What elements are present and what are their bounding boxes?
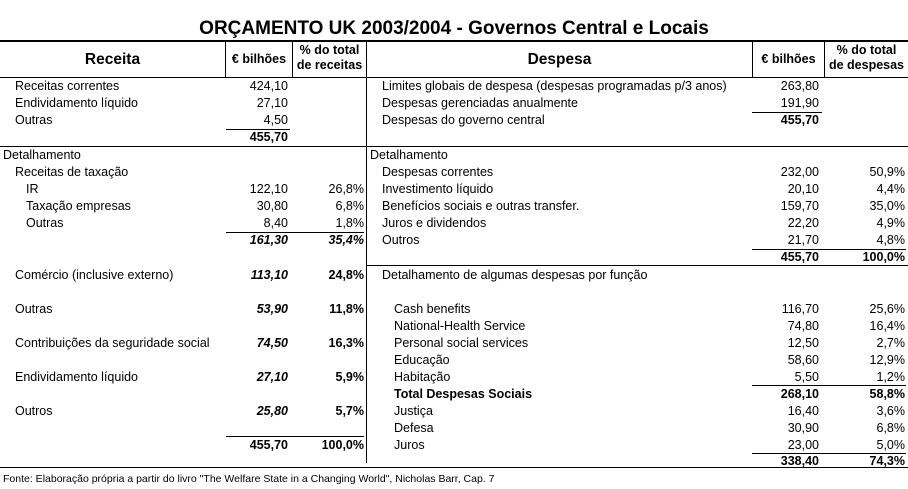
receita-other-pct: 5,7% bbox=[335, 404, 364, 418]
function-separator bbox=[366, 265, 908, 266]
despesa-item-pct: 4,4% bbox=[876, 182, 905, 196]
social-item-value: 58,60 bbox=[787, 353, 819, 367]
receita-other-label: Outros bbox=[15, 404, 53, 418]
function-other-label: Juros bbox=[394, 438, 425, 452]
despesa-item-value: 22,20 bbox=[787, 216, 819, 230]
receita-other-value: 25,80 bbox=[256, 404, 288, 418]
receita-detail-title: Detalhamento bbox=[3, 148, 81, 162]
despesa-detail-title: Detalhamento bbox=[370, 148, 448, 162]
function-other-pct: 6,8% bbox=[876, 421, 905, 435]
receita-other-value: 53,90 bbox=[256, 302, 288, 316]
despesa-item-label: Investimento líquido bbox=[382, 182, 494, 196]
receita-summary-value: 27,10 bbox=[256, 96, 288, 110]
despesa-summary-underline bbox=[752, 112, 822, 113]
social-item-pct: 12,9% bbox=[869, 353, 905, 367]
receita-summary-value: 4,50 bbox=[263, 113, 288, 127]
despesa-summary-value: 263,80 bbox=[780, 79, 819, 93]
taxation-item-pct: 26,8% bbox=[328, 182, 364, 196]
function-total-value: 338,40 bbox=[780, 454, 819, 468]
despesa-item-value: 20,10 bbox=[787, 182, 819, 196]
despesa-item-label: Despesas correntes bbox=[382, 165, 494, 179]
despesa-summary-label: Despesas gerenciadas anualmente bbox=[382, 96, 578, 110]
receita-other-label: Comércio (inclusive externo) bbox=[15, 268, 174, 282]
despesa-pct-header-line2: de despesas bbox=[828, 58, 905, 72]
social-item-label: Personal social services bbox=[394, 336, 529, 350]
taxation-item-value: 8,40 bbox=[263, 216, 288, 230]
receita-value-header: € bilhões bbox=[231, 52, 287, 66]
despesa-summary-label: Limites globais de despesa (despesas programadas p/3 anos) bbox=[382, 79, 727, 93]
function-other-value: 23,00 bbox=[787, 438, 819, 452]
despesa-items-total-value: 455,70 bbox=[780, 250, 819, 264]
receita-other-pct: 24,8% bbox=[328, 268, 364, 282]
social-total-label: Total Despesas Sociais bbox=[394, 387, 533, 401]
despesa-pct-header-line1: % do total bbox=[836, 43, 897, 57]
page-title: ORÇAMENTO UK 2003/2004 - Governos Central e Locais bbox=[199, 18, 709, 39]
despesa-summary-label: Despesas do governo central bbox=[382, 113, 545, 127]
receita-summary-total: 455,70 bbox=[249, 130, 288, 144]
taxation-item-pct: 1,8% bbox=[335, 216, 364, 230]
taxation-label: Receitas de taxação bbox=[15, 165, 129, 179]
function-other-label: Defesa bbox=[394, 421, 434, 435]
despesa-item-value: 21,70 bbox=[787, 233, 819, 247]
receita-other-label: Contribuições da seguridade social bbox=[15, 336, 210, 350]
social-item-pct: 2,7% bbox=[876, 336, 905, 350]
taxation-item-value: 30,80 bbox=[256, 199, 288, 213]
social-item-label: Educação bbox=[394, 353, 450, 367]
receita-other-value: 113,10 bbox=[250, 268, 288, 282]
despesa-summary-value: 191,90 bbox=[780, 96, 819, 110]
taxation-item-label: Outras bbox=[26, 216, 64, 230]
receita-other-pct: 11,8% bbox=[329, 302, 364, 316]
receita-other-label: Endividamento líquido bbox=[15, 370, 138, 384]
receita-pct-header-line2: de receitas bbox=[296, 58, 363, 72]
social-item-value: 12,50 bbox=[787, 336, 819, 350]
receita-other-value: 27,10 bbox=[256, 370, 288, 384]
taxation-item-label: IR bbox=[26, 182, 39, 196]
taxation-item-label: Taxação empresas bbox=[26, 199, 131, 213]
receita-pct-header-line1: % do total bbox=[299, 43, 360, 57]
receita-other-pct: 5,9% bbox=[335, 370, 364, 384]
despesa-items-total-pct: 100,0% bbox=[862, 250, 905, 264]
despesa-item-label: Outros bbox=[382, 233, 420, 247]
function-other-label: Justiça bbox=[394, 404, 433, 418]
receita-other-pct: 16,3% bbox=[328, 336, 364, 350]
receita-summary-label: Endividamento líquido bbox=[15, 96, 138, 110]
social-item-pct: 1,2% bbox=[876, 370, 905, 384]
despesa-item-label: Juros e dividendos bbox=[382, 216, 487, 230]
receita-grand-total-value: 455,70 bbox=[249, 438, 288, 452]
receita-header: Receita bbox=[84, 51, 141, 68]
despesa-item-pct: 4,9% bbox=[876, 216, 905, 230]
detail-separator bbox=[0, 146, 908, 147]
social-item-value: 116,70 bbox=[781, 302, 819, 316]
despesa-summary-value: 455,70 bbox=[780, 113, 819, 127]
despesa-value-header: € bilhões bbox=[761, 52, 816, 66]
social-item-label: Habitação bbox=[394, 370, 451, 384]
social-item-value: 5,50 bbox=[794, 370, 819, 384]
function-other-value: 16,40 bbox=[787, 404, 819, 418]
despesa-item-pct: 4,8% bbox=[876, 233, 905, 247]
function-title: Detalhamento de algumas despesas por função bbox=[382, 268, 648, 282]
social-item-pct: 25,6% bbox=[869, 302, 905, 316]
taxation-subtotal-pct: 35,4% bbox=[328, 233, 364, 247]
receita-summary-label: Outras bbox=[15, 113, 53, 127]
taxation-item-pct: 6,8% bbox=[335, 199, 364, 213]
despesa-item-pct: 35,0% bbox=[869, 199, 905, 213]
function-other-pct: 3,6% bbox=[876, 404, 905, 418]
receita-summary-value: 424,10 bbox=[249, 79, 288, 93]
function-other-value: 30,90 bbox=[787, 421, 819, 435]
social-item-label: Cash benefits bbox=[394, 302, 471, 316]
col-divider-center bbox=[366, 42, 367, 463]
receita-other-label: Outras bbox=[15, 302, 53, 316]
top-border bbox=[0, 40, 908, 42]
taxation-item-value: 122,10 bbox=[249, 182, 288, 196]
social-total-value: 268,10 bbox=[780, 387, 819, 401]
source-note: Fonte: Elaboração própria a partir do livro "The Welfare State in a Changing World", Nicholas Barr, Cap. 7 bbox=[3, 473, 495, 485]
despesa-item-pct: 50,9% bbox=[869, 165, 905, 179]
receita-other-value: 74,50 bbox=[256, 336, 288, 350]
despesa-header: Despesa bbox=[527, 51, 592, 68]
despesa-item-label: Benefícios sociais e outras transfer. bbox=[382, 199, 580, 213]
receita-summary-label: Receitas correntes bbox=[15, 79, 120, 93]
function-other-pct: 5,0% bbox=[876, 438, 905, 452]
despesa-item-value: 159,70 bbox=[780, 199, 819, 213]
social-item-pct: 16,4% bbox=[869, 319, 905, 333]
despesa-item-value: 232,00 bbox=[780, 165, 819, 179]
social-total-pct: 58,8% bbox=[869, 387, 905, 401]
function-total-pct: 74,3% bbox=[869, 454, 905, 468]
social-item-label: National-Health Service bbox=[394, 319, 526, 333]
taxation-subtotal-value: 161,30 bbox=[249, 233, 288, 247]
social-item-value: 74,80 bbox=[787, 319, 819, 333]
receita-grand-total-pct: 100,0% bbox=[321, 438, 364, 452]
